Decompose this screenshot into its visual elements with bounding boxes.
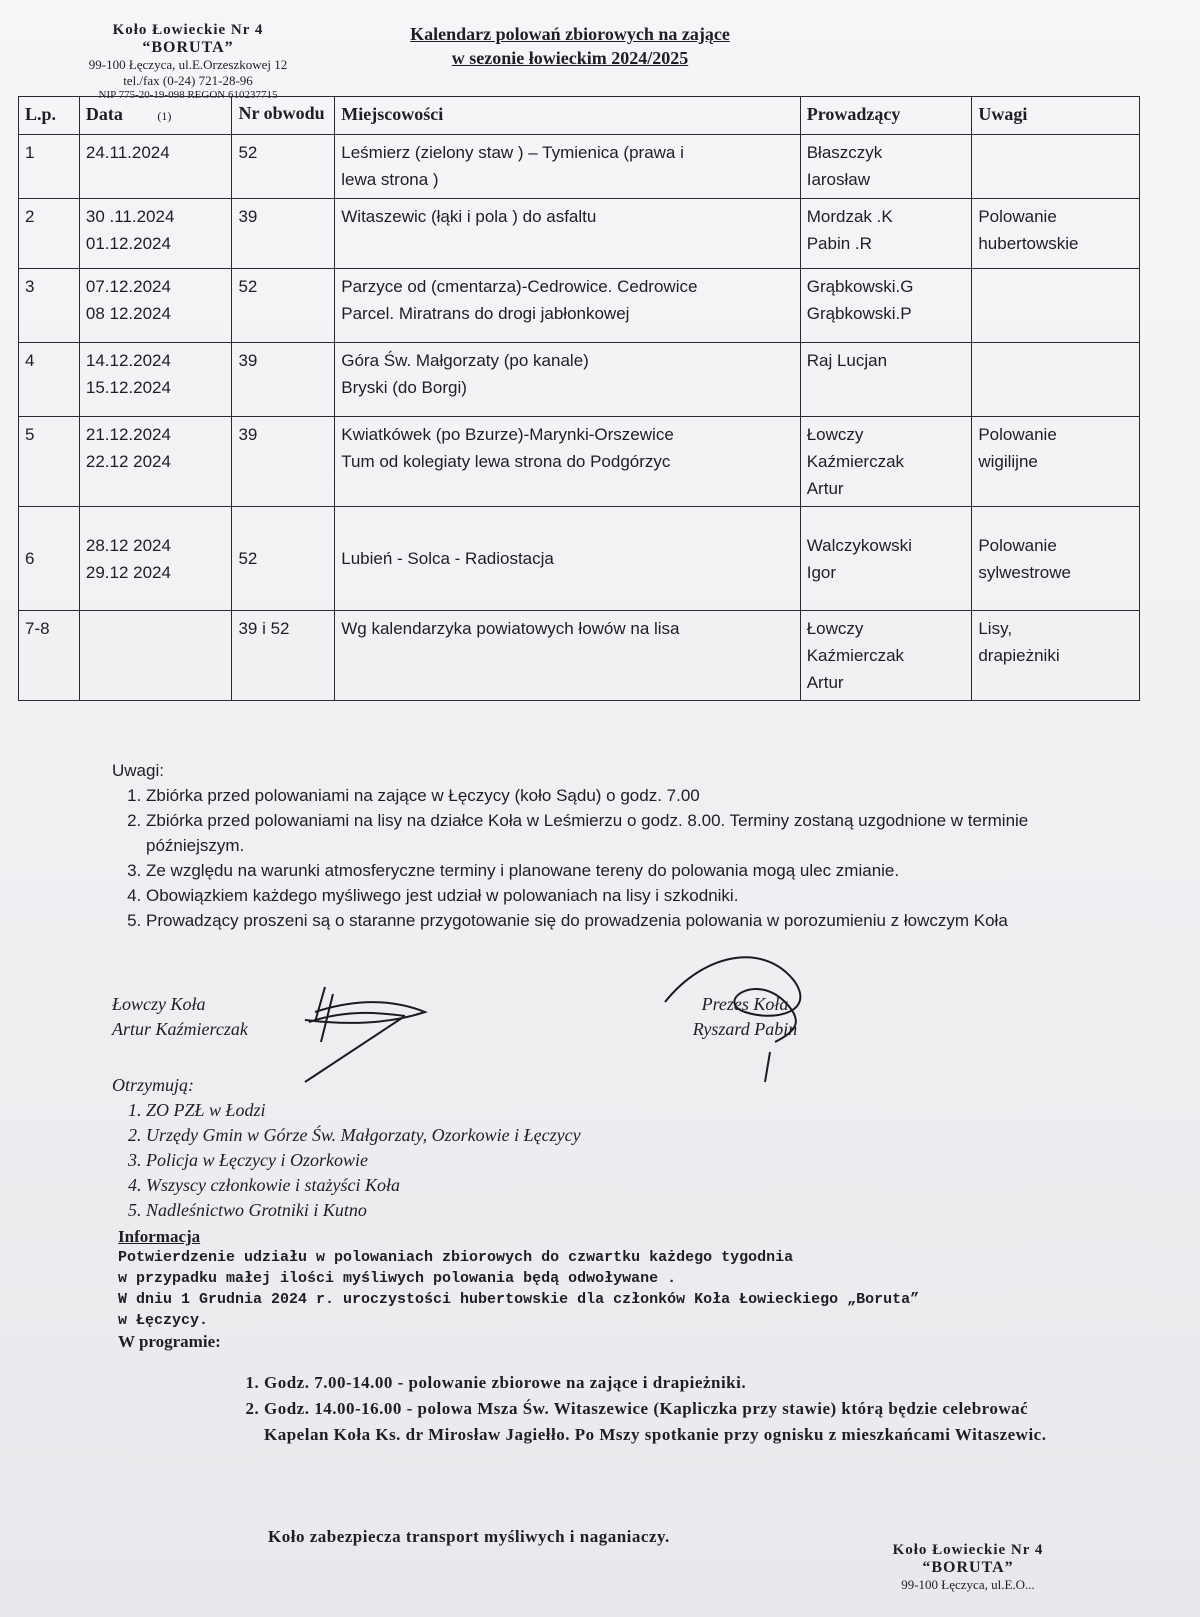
remark-item: 3. Ze względu na warunki atmosferyczne terminy i planowane tereny do polowania mogą ulec zmianie.: [146, 858, 1052, 883]
date-line: 30 .11.2024: [85, 207, 175, 226]
leader-line: Artur: [806, 673, 844, 692]
leader-line: Pabin .R: [806, 234, 872, 253]
date-line: 29.12 2024: [85, 562, 171, 582]
title-line-1: Kalendarz polowań zbiorowych na zające: [410, 24, 730, 44]
cell-lp: 3: [19, 269, 80, 343]
remark-item: 5. Prowadzący proszeni są o staranne przygotowanie się do prowadzenia polowania w porozumieniu z łowczym Koła: [146, 908, 1052, 933]
place-line: Witaszewic (łąki i pola ) do asfaltu: [341, 207, 597, 226]
stamp-club-brand: “BORUTA”: [142, 39, 234, 56]
date-line: 22.12 2024: [85, 452, 171, 471]
cell-places: [335, 269, 800, 343]
leader-line: Raj Lucjan: [806, 351, 888, 370]
date-line: 15.12.2024: [85, 378, 171, 397]
signature-name: Ryszard Pabin: [692, 1019, 798, 1039]
cell-date: [79, 135, 232, 199]
cell-leader: [800, 417, 972, 507]
cell-places: [335, 343, 800, 417]
handwritten-signature-right: [655, 942, 835, 1092]
cell-leader: [800, 507, 972, 611]
recipients-section: [112, 1073, 581, 1223]
place-line: Tum od kolegiaty lewa strona do Podgórzyc: [341, 452, 671, 471]
place-line: Kwiatkówek (po Bzurze)-Marynki-Orszewice: [341, 425, 674, 444]
cell-date: [79, 507, 232, 611]
leader-line: Kaźmierczak: [806, 646, 905, 665]
cell-notes: [972, 611, 1140, 701]
program-list: [228, 1370, 1048, 1448]
stamp-club-brand: “BORUTA”: [922, 1559, 1014, 1576]
cell-date: [79, 269, 232, 343]
cell-date: [79, 611, 232, 701]
note-line: Polowanie: [978, 425, 1057, 444]
header-date-label: Data: [85, 104, 123, 124]
leader-line: Walczykowski: [806, 535, 912, 555]
place-line: Leśmierz (zielony staw ) – Tymienica (prawa i: [341, 143, 684, 162]
cell-notes: [972, 507, 1140, 611]
cell-notes: [972, 199, 1140, 269]
cell-leader: [800, 343, 972, 417]
program-heading: W programie:: [118, 1332, 221, 1351]
remark-item: 4. Obowiązkiem każdego myśliwego jest udział w polowaniach na lisy i szkodniki.: [146, 883, 1052, 908]
date-line: 08 12.2024: [85, 304, 171, 323]
program-item: 1. Godz. 7.00-14.00 - polowanie zbiorowe na zające i drapieżniki.: [264, 1370, 1048, 1396]
cell-lp: 5: [19, 417, 80, 507]
header-date-footnote: (1): [157, 109, 172, 123]
hunting-calendar-table: [18, 96, 1140, 701]
cell-nr: 39 i 52: [232, 611, 335, 701]
cell-lp: 6: [19, 507, 80, 611]
remarks-section: [112, 758, 1052, 933]
table-row: [19, 611, 1140, 701]
signature-block-hunter: [112, 992, 248, 1042]
date-line: 14.12.2024: [85, 351, 171, 370]
date-line: 28.12 2024: [85, 535, 171, 555]
information-line: w przypadku małej ilości myśliwych polowania będą odwoływane .: [118, 1270, 677, 1287]
cell-places: [335, 611, 800, 701]
signature-role: Prezes Koła: [701, 994, 789, 1014]
information-line: W dniu 1 Grudnia 2024 r. uroczystości hubertowskie dla członków Koła Łowieckiego „Boruta”: [118, 1291, 920, 1308]
information-line: Potwierdzenie udziału w polowaniach zbiorowych do czwartku każdego tygodnia: [118, 1249, 794, 1266]
cell-nr: 52: [232, 507, 335, 611]
stamp-address: 99-100 Łęczyca, ul.E.O...: [901, 1577, 1035, 1592]
stamp-address: 99-100 Łęczyca, ul.E.Orzeszkowej 12: [88, 57, 288, 72]
recipient-item: 1. ZO PZŁ w Łodzi: [146, 1098, 581, 1123]
table-row: [19, 507, 1140, 611]
remark-item: 2. Zbiórka przed polowaniami na lisy na działce Koła w Leśmierzu o godz. 8.00. Terminy zostaną uzgodnione w terminie późniejszym.: [146, 808, 1052, 858]
date-line: 07.12.2024: [85, 277, 171, 296]
cell-notes: [972, 417, 1140, 507]
leader-line: Kaźmierczak: [806, 452, 905, 471]
recipients-heading: Otrzymują:: [112, 1075, 194, 1095]
header-notes: Uwagi: [972, 97, 1140, 135]
date-line: 21.12.2024: [85, 425, 171, 444]
cell-lp: 7-8: [19, 611, 80, 701]
note-line: Polowanie: [978, 207, 1057, 226]
leader-line: Łowczy: [806, 425, 864, 444]
cell-date: [79, 199, 232, 269]
cell-lp: 2: [19, 199, 80, 269]
table-row: [19, 199, 1140, 269]
note-line: wigilijne: [978, 452, 1038, 471]
table-row: [19, 343, 1140, 417]
title-line-2: w sezonie łowieckim 2024/2025: [451, 48, 689, 68]
cell-nr: 52: [232, 135, 335, 199]
club-stamp-bottom: [838, 1542, 1098, 1593]
information-line: w Łęczycy.: [118, 1312, 209, 1329]
cell-nr: 52: [232, 269, 335, 343]
header-date: [79, 97, 232, 135]
place-line: Góra Św. Małgorzaty (po kanale): [341, 351, 589, 370]
cell-notes: [972, 135, 1140, 199]
leader-line: Mordzak .K: [806, 207, 893, 226]
note-line: Lisy,: [978, 619, 1013, 638]
transport-note: Koło zabezpiecza transport myśliwych i naganiaczy.: [268, 1527, 670, 1546]
cell-nr: 39: [232, 199, 335, 269]
cell-notes: [972, 343, 1140, 417]
stamp-phone: tel./fax (0-24) 721-28-96: [123, 73, 253, 88]
cell-nr: 39: [232, 417, 335, 507]
cell-places: [335, 417, 800, 507]
remarks-heading: Uwagi:: [112, 761, 164, 780]
place-line: lewa strona ): [341, 170, 439, 189]
header-leader: Prowadzący: [800, 97, 972, 135]
cell-leader: [800, 611, 972, 701]
cell-leader: [800, 269, 972, 343]
stamp-tax-id: NIP 775-20-19-098 REGON 610237715: [98, 89, 278, 101]
date-line: 01.12.2024: [85, 234, 171, 253]
recipient-item: 2. Urzędy Gmin w Górze Św. Małgorzaty, Ozorkowie i Łęczycy: [146, 1123, 581, 1148]
table-row: [19, 135, 1140, 199]
cell-leader: [800, 135, 972, 199]
program-section: [228, 1370, 1048, 1448]
stamp-club-name: Koło Łowieckie Nr 4: [112, 22, 264, 38]
table-row: [19, 417, 1140, 507]
club-stamp: [38, 22, 338, 101]
cell-nr: 39: [232, 343, 335, 417]
cell-notes: [972, 269, 1140, 343]
cell-places: [335, 199, 800, 269]
date-line: 24.11.2024: [85, 143, 170, 162]
signature-name: Artur Kaźmierczak: [112, 1019, 248, 1039]
cell-lp: 4: [19, 343, 80, 417]
cell-date: [79, 343, 232, 417]
information-section: [118, 1226, 1118, 1352]
place-line: Wg kalendarzyka powiatowych łowów na lisa: [341, 619, 680, 638]
leader-line: Artur: [806, 479, 844, 498]
recipients-list: [112, 1098, 581, 1223]
leader-line: Grąbkowski.P: [806, 304, 912, 323]
table-row: [19, 269, 1140, 343]
cell-date: [79, 417, 232, 507]
stamp-club-name: Koło Łowieckie Nr 4: [892, 1542, 1044, 1558]
place-line: Parzyce od (cmentarza)-Cedrowice. Cedrowice: [341, 277, 698, 296]
cell-places: [335, 507, 800, 611]
cell-places: [335, 135, 800, 199]
place-line: Bryski (do Borgi): [341, 378, 467, 397]
leader-line: Iarosław: [806, 170, 871, 189]
recipient-item: 3. Policja w Łęczycy i Ozorkowie: [146, 1148, 581, 1173]
header-lp: L.p.: [19, 97, 80, 135]
leader-line: Błaszczyk: [806, 143, 883, 162]
header-places: Miejscowości: [335, 97, 800, 135]
document-title: [360, 22, 780, 70]
table-header-row: [19, 97, 1140, 135]
leader-line: Grąbkowski.G: [806, 277, 914, 296]
note-line: Polowanie: [978, 535, 1057, 555]
information-heading: Informacja: [118, 1227, 201, 1246]
program-item: 2. Godz. 14.00-16.00 - polowa Msza Św. Witaszewice (Kapliczka przy stawie) którą będzie celebrować Kapelan Koła Ks. dr Mirosław Jagiełło. Po Mszy spotkanie przy ognisku z mieszkańcami Witaszewic.: [264, 1396, 1048, 1448]
place-line: Parcel. Miratrans do drogi jabłonkowej: [341, 304, 630, 323]
recipient-item: 5. Nadleśnictwo Grotniki i Kutno: [146, 1198, 581, 1223]
recipient-item: 4. Wszyscy członkowie i stażyści Koła: [146, 1173, 581, 1198]
remark-item: 1. Zbiórka przed polowaniami na zające w Łęczycy (koło Sądu) o godz. 7.00: [146, 783, 1052, 808]
cell-lp: 1: [19, 135, 80, 199]
cell-leader: [800, 199, 972, 269]
leader-line: Igor: [806, 562, 837, 582]
remarks-list: [112, 783, 1052, 933]
header-nr: Nr obwodu: [232, 97, 335, 135]
place-line: Lubień - Solca - Radiostacja: [341, 549, 554, 568]
leader-line: Łowczy: [806, 619, 864, 638]
note-line: hubertowskie: [978, 234, 1079, 253]
note-line: drapieżniki: [978, 646, 1060, 665]
signature-role: Łowczy Koła: [112, 994, 206, 1014]
note-line: sylwestrowe: [978, 562, 1071, 582]
